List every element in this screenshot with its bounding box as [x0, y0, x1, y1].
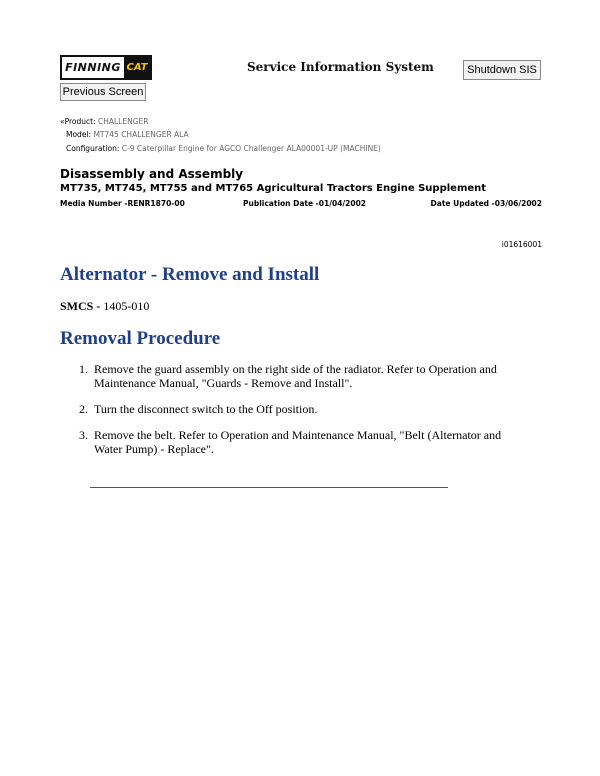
previous-screen-button[interactable]: Previous Screen	[60, 83, 146, 101]
smcs-label: SMCS -	[60, 299, 101, 313]
step-text: Remove the guard assembly on the right side of the radiator. Refer to Operation and Maintenance Manual, "Guards - Remove and Install".	[94, 362, 497, 390]
back-arrow-icon[interactable]: «	[60, 117, 65, 126]
product-value: CHALLENGER	[98, 117, 149, 126]
configuration-label: Configuration:	[66, 144, 120, 153]
sis-title: Service Information System	[247, 60, 434, 74]
shutdown-sis-button[interactable]: Shutdown SIS	[463, 60, 541, 80]
configuration-value: C-9 Caterpillar Engine for AGCO Challenger ALA00001-UP (MACHINE)	[121, 144, 381, 153]
cat-logo-text: CAT	[124, 57, 150, 78]
procedure-step	[60, 428, 530, 456]
procedure-steps	[60, 362, 530, 468]
model-value: MT745 CHALLENGER ALA	[93, 130, 189, 139]
illustration-id: i01616001	[501, 240, 542, 249]
configuration-row	[66, 144, 381, 153]
smcs-value: 1405-010	[103, 299, 150, 313]
media-number: Media Number -RENR1870-00	[60, 199, 185, 208]
finning-logo-text: FINNING	[65, 61, 121, 74]
product-row	[60, 117, 148, 126]
procedure-step	[60, 402, 530, 416]
step-number: 2.	[79, 402, 88, 416]
step-number: 1.	[79, 362, 88, 376]
procedure-step	[60, 362, 530, 390]
horizontal-divider	[90, 487, 448, 488]
publication-date: Publication Date -01/04/2002	[243, 199, 367, 208]
removal-procedure-heading: Removal Procedure	[60, 328, 221, 349]
step-text: Turn the disconnect switch to the Off position.	[94, 402, 318, 416]
finning-cat-logo	[60, 55, 152, 80]
model-label: Model:	[66, 130, 92, 139]
page-title: Alternator - Remove and Install	[60, 264, 320, 285]
section-title: Disassembly and Assembly	[60, 167, 244, 181]
supplement-title: MT735, MT745, MT755 and MT765 Agricultural Tractors Engine Supplement	[60, 183, 487, 194]
date-updated: Date Updated -03/06/2002	[430, 199, 542, 208]
smcs-code	[60, 299, 149, 314]
product-label: Product:	[64, 117, 96, 126]
step-text: Remove the belt. Refer to Operation and Maintenance Manual, "Belt (Alternator and Water Pump) - Replace".	[94, 428, 502, 456]
model-row	[66, 130, 189, 139]
step-number: 3.	[79, 428, 88, 442]
